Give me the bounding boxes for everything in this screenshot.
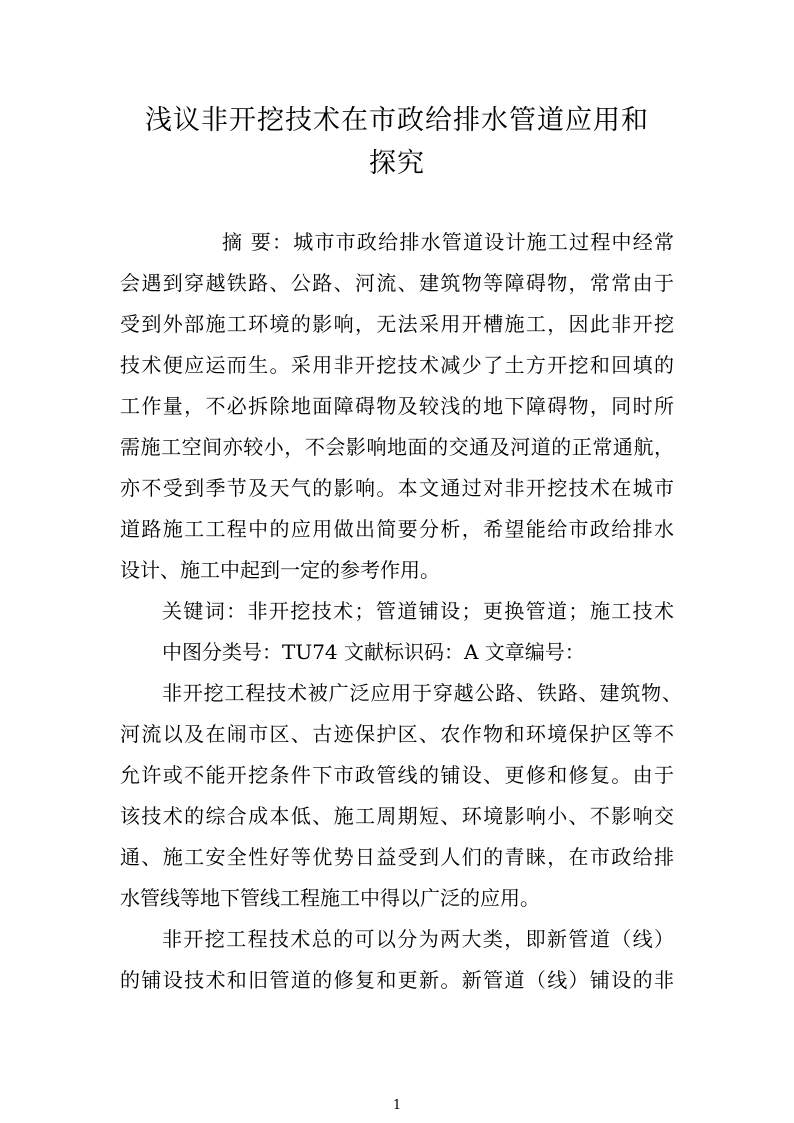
body-paragraph-2-line-2: 的铺设技术和旧管道的修复和更新。新管道（线）铺设的非: [120, 968, 674, 992]
abstract-line-8: 道路施工工程中的应用做出简要分析，希望能给市政给排水: [120, 517, 674, 541]
page-number: 1: [392, 1098, 402, 1113]
body-paragraph-1-line-5: 通、施工安全性好等优势日益受到人们的青睐，在市政给排: [120, 845, 674, 869]
abstract-line-3: 受到外部施工环境的影响，无法采用开槽施工，因此非开挖: [120, 312, 674, 336]
abstract-line-7: 亦不受到季节及天气的影响。本文通过对非开挖技术在城市: [120, 476, 674, 500]
abstract-line-4: 技术便应运而生。采用非开挖技术减少了土方开挖和回填的: [120, 353, 674, 377]
abstract-line-5: 工作量，不必拆除地面障碍物及较浅的地下障碍物，同时所: [120, 394, 674, 418]
abstract-line-6: 需施工空间亦较小，不会影响地面的交通及河道的正常通航，: [120, 435, 674, 459]
body-paragraph-1-line-4: 该技术的综合成本低、施工周期短、环境影响小、不影响交: [120, 804, 674, 828]
document-title-line-1: 浅议非开挖技术在市政给排水管道应用和: [145, 105, 649, 136]
abstract-line-2: 会遇到穿越铁路、公路、河流、建筑物等障碍物，常常由于: [120, 271, 674, 295]
body-paragraph-1-line-6: 水管线等地下管线工程施工中得以广泛的应用。: [120, 886, 540, 910]
document-title-line-2: 探究: [369, 148, 425, 179]
abstract-line-9: 设计、施工中起到一定的参考作用。: [120, 558, 440, 582]
keywords-line: 关键词：非开挖技术；管道铺设；更换管道；施工技术: [162, 599, 674, 623]
abstract-line-1: 摘 要：城市市政给排水管道设计施工过程中经常: [222, 230, 674, 254]
classification-line: 中图分类号：TU74 文献标识码：A 文章编号：: [162, 640, 585, 664]
body-paragraph-1-line-2: 河流以及在闹市区、古迹保护区、农作物和环境保护区等不: [120, 722, 674, 746]
body-paragraph-2-line-1: 非开挖工程技术总的可以分为两大类，即新管道（线）: [162, 927, 674, 951]
body-paragraph-1-line-1: 非开挖工程技术被广泛应用于穿越公路、铁路、建筑物、: [162, 681, 682, 705]
body-paragraph-1-line-3: 允许或不能开挖条件下市政管线的铺设、更修和修复。由于: [120, 763, 674, 787]
